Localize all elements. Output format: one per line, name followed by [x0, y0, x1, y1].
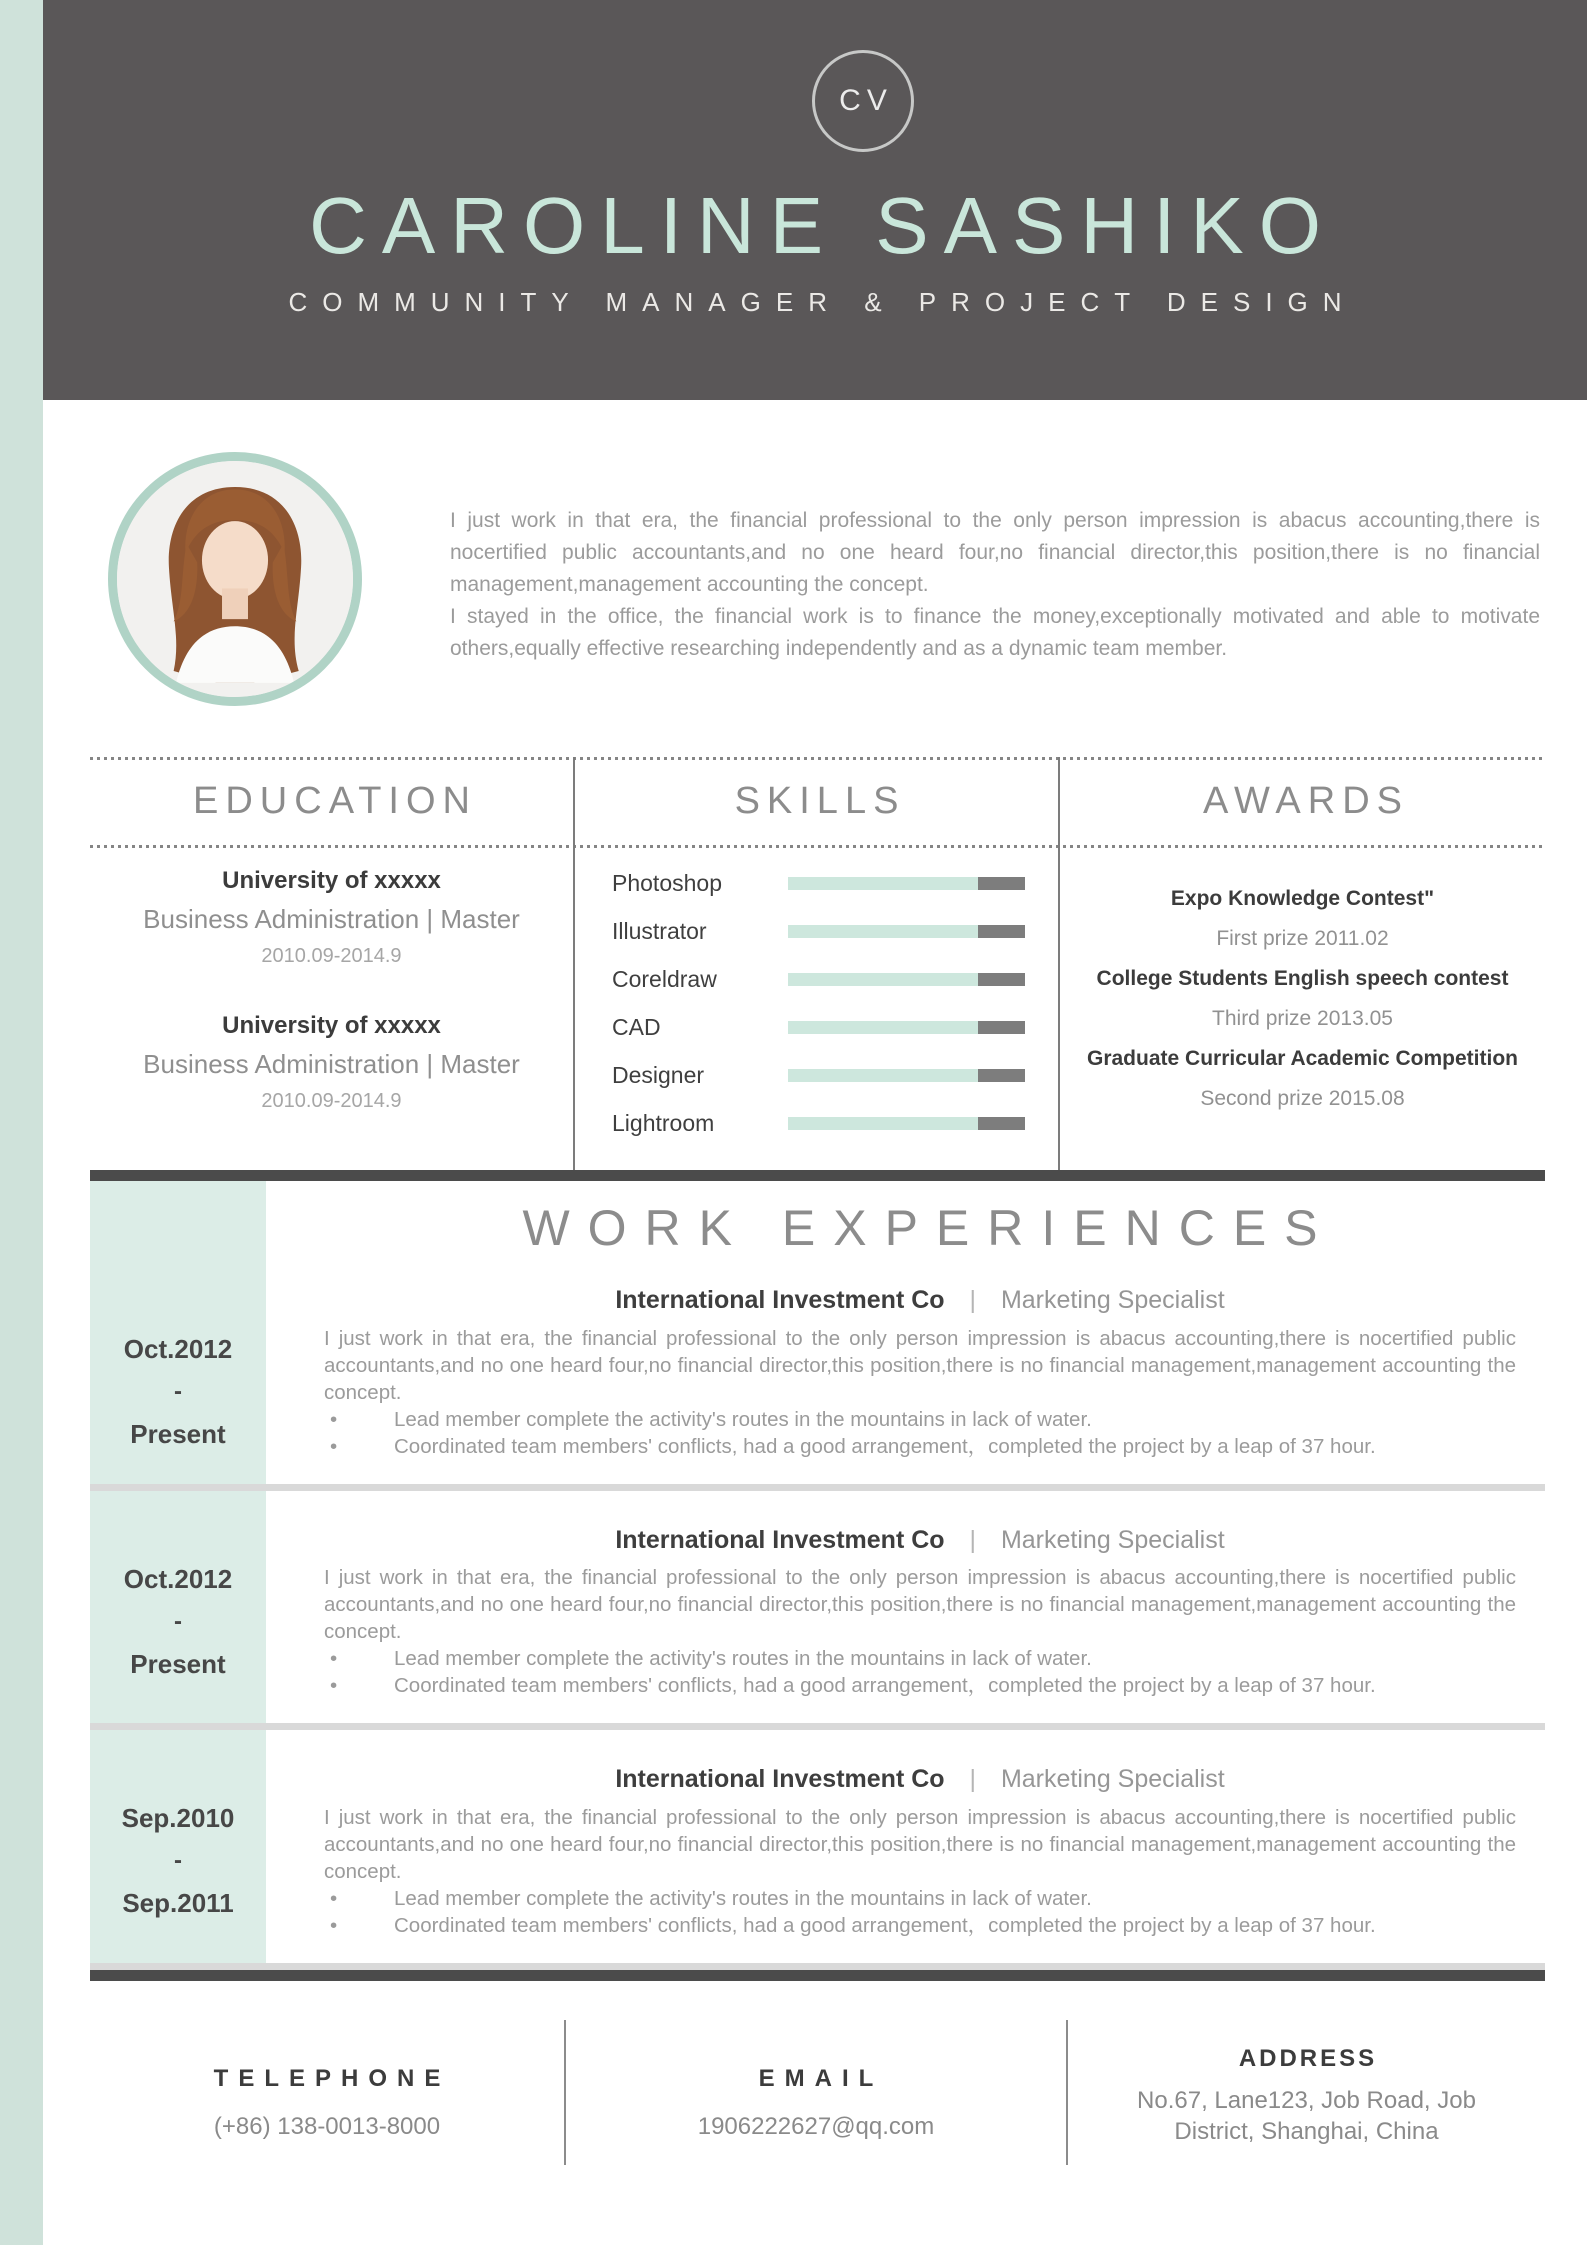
skill-row — [612, 1051, 1058, 1099]
work-bullet — [324, 1406, 1516, 1433]
skill-bar — [788, 1117, 1025, 1130]
profile-photo — [108, 452, 362, 706]
education-column — [90, 757, 573, 1172]
intro-paragraph: I just work in that era, the financial professional to the only person impression is abacus accounting,there is nocertified public accountants,and no one heard four,no financial director,this position,there is no financial management,management accounting the concept. — [450, 509, 1540, 596]
work-section — [90, 1170, 1545, 1981]
contact-footer — [90, 2020, 1545, 2165]
skill-bar — [788, 1021, 1025, 1034]
bullet-icon: • — [330, 1886, 338, 1910]
work-bullet — [324, 1912, 1516, 1939]
role-separator: | — [969, 1525, 976, 1554]
work-entry — [90, 1181, 1545, 1491]
company-name: International Investment Co — [615, 1525, 945, 1554]
award-prize: First prize 2011.02 — [1216, 927, 1389, 950]
work-entry — [90, 1730, 1545, 1970]
skill-bar-fill — [788, 973, 978, 986]
work-period — [90, 1491, 266, 1724]
period-from: Sep.2010 — [121, 1803, 235, 1834]
bullet-icon: • — [330, 1407, 338, 1431]
period-separator: - — [174, 1607, 182, 1635]
intro-paragraph: I stayed in the office, the financial work is to finance the money,exceptionally motivated and able to motivate others,equally effective researching independently and as a dynamic team member. — [450, 605, 1540, 660]
work-summary: I just work in that era, the financial professional to the only person impression is abacus accounting,there is nocertified public accountants,and no one heard four,no financial director,this position,there is no financial management,management accounting the concept. — [324, 1805, 1516, 1883]
email-label: EMAIL — [758, 2065, 884, 2092]
email-value: 1906222627@qq.com — [697, 2113, 935, 2140]
bullet-text: Coordinated team members' conflicts, had a good arrangement，completed the project by a leap of 37 hour. — [394, 1434, 1376, 1458]
skill-bar-fill — [788, 1069, 978, 1082]
degree: Business Administration | Master — [143, 904, 520, 934]
award-name: Expo Knowledge Contest" — [1170, 887, 1435, 910]
header — [43, 0, 1587, 400]
work-bullet — [324, 1433, 1516, 1460]
degree: Business Administration | Master — [143, 1049, 520, 1079]
skill-name: Lightroom — [612, 1109, 715, 1136]
work-summary: I just work in that era, the financial professional to the only person impression is abacus accounting,there is nocertified public accountants,and no one heard four,no financial director,this position,there is no financial management,management accounting the concept. — [324, 1326, 1516, 1404]
section-border-bottom — [90, 1970, 1545, 1981]
cv-logo — [812, 50, 914, 152]
skill-name: Designer — [612, 1061, 705, 1088]
bullet-text: Lead member complete the activity's routes in the mountains in lack of water. — [394, 1407, 1092, 1431]
telephone-label: TELEPHONE — [213, 2065, 451, 2092]
skill-name: CAD — [612, 1013, 661, 1040]
work-bullet — [324, 1645, 1516, 1672]
education-title: EDUCATION — [193, 779, 477, 822]
awards-column — [1060, 757, 1545, 1172]
skill-name: Illustrator — [612, 917, 707, 944]
job-role: Marketing Specialist — [1000, 1765, 1225, 1793]
skills-column — [573, 757, 1060, 1172]
skill-name: Photoshop — [612, 869, 722, 896]
avatar — [117, 461, 353, 697]
role-separator: | — [969, 1286, 976, 1314]
telephone-value: (+86) 138-0013-8000 — [213, 2113, 441, 2140]
work-experiences-title: WORK EXPERIENCES — [522, 1200, 1336, 1256]
bullet-icon: • — [330, 1913, 338, 1937]
intro-text — [450, 505, 1540, 665]
skill-bar — [788, 973, 1025, 986]
work-bullet — [324, 1672, 1516, 1699]
page-title: CAROLINE SASHIKO — [309, 181, 1336, 270]
period-to: Present — [130, 1419, 226, 1450]
role-separator: | — [969, 1765, 976, 1793]
skills-title: SKILLS — [734, 779, 906, 822]
award-name: Graduate Curricular Academic Competition — [1087, 1047, 1518, 1070]
award-name: College Students English speech contest — [1096, 967, 1509, 990]
period-from: Oct.2012 — [123, 1334, 233, 1365]
period-from: Oct.2012 — [123, 1563, 233, 1594]
period-to: Sep.2011 — [122, 1888, 234, 1919]
work-summary: I just work in that era, the financial professional to the only person impression is abacus accounting,there is nocertified public accountants,and no one heard four,no financial director,this position,there is no financial management,management accounting the concept. — [324, 1566, 1516, 1643]
address-label: ADDRESS — [1238, 2045, 1378, 2072]
address-block — [1068, 2020, 1545, 2165]
award-prize: Third prize 2013.05 — [1212, 1007, 1393, 1030]
work-entry-head — [324, 1766, 1516, 1794]
bullet-text: Coordinated team members' conflicts, had a good arrangement，completed the project by a leap of 37 hour. — [394, 1674, 1376, 1697]
skill-bar-fill — [788, 1021, 978, 1034]
bullet-text: Lead member complete the activity's routes in the mountains in lack of water. — [394, 1647, 1092, 1670]
skill-row — [612, 1099, 1058, 1147]
bullet-icon: • — [330, 1674, 338, 1697]
school-name: University of xxxxx — [222, 867, 441, 894]
education-entry — [90, 1012, 573, 1113]
section-border-top — [90, 1170, 1545, 1181]
telephone-block — [90, 2020, 564, 2165]
bullet-text: Coordinated team members' conflicts, had a good arrangement，completed the project by a leap of 37 hour. — [394, 1913, 1376, 1937]
skill-row — [612, 1003, 1058, 1051]
study-period: 2010.09-2014.9 — [261, 1090, 402, 1112]
work-period — [90, 1730, 266, 1963]
skill-bar-fill — [788, 1117, 978, 1130]
skill-row — [612, 859, 1058, 907]
skill-bar-fill — [788, 877, 978, 890]
left-accent-stripe — [0, 0, 43, 2245]
email-block — [564, 2020, 1068, 2165]
work-bullet — [324, 1885, 1516, 1912]
skill-bar — [788, 1069, 1025, 1082]
skill-bar — [788, 877, 1025, 890]
period-to: Present — [130, 1648, 226, 1679]
school-name: University of xxxxx — [222, 1012, 441, 1039]
company-name: International Investment Co — [615, 1286, 945, 1314]
skill-row — [612, 907, 1058, 955]
study-period: 2010.09-2014.9 — [261, 945, 402, 967]
work-period — [90, 1181, 266, 1484]
period-separator: - — [174, 1378, 182, 1406]
skill-bar — [788, 925, 1025, 938]
period-separator: - — [174, 1847, 182, 1875]
summary-section — [90, 757, 1545, 1172]
skill-bar-fill — [788, 925, 978, 938]
job-subtitle: COMMUNITY MANAGER & PROJECT DESIGN — [288, 287, 1357, 317]
address-value: No.67, Lane123, Job Road, Job District, Shanghai, China — [1137, 2087, 1476, 2145]
education-entry — [90, 867, 573, 968]
bullet-text: Lead member complete the activity's routes in the mountains in lack of water. — [394, 1886, 1092, 1910]
bullet-icon: • — [330, 1647, 338, 1670]
skill-row — [612, 955, 1058, 1003]
work-entry-head — [324, 1527, 1516, 1555]
job-role: Marketing Specialist — [1000, 1525, 1225, 1554]
awards-title: AWARDS — [1203, 779, 1409, 822]
work-entry — [90, 1491, 1545, 1731]
award-prize: Second prize 2015.08 — [1200, 1087, 1405, 1110]
company-name: International Investment Co — [615, 1765, 945, 1793]
bullet-icon: • — [330, 1434, 338, 1458]
work-entry-head — [324, 1287, 1516, 1315]
cv-logo-text: CV — [839, 84, 893, 117]
job-role: Marketing Specialist — [1000, 1286, 1225, 1314]
skill-name: Coreldraw — [612, 965, 717, 992]
